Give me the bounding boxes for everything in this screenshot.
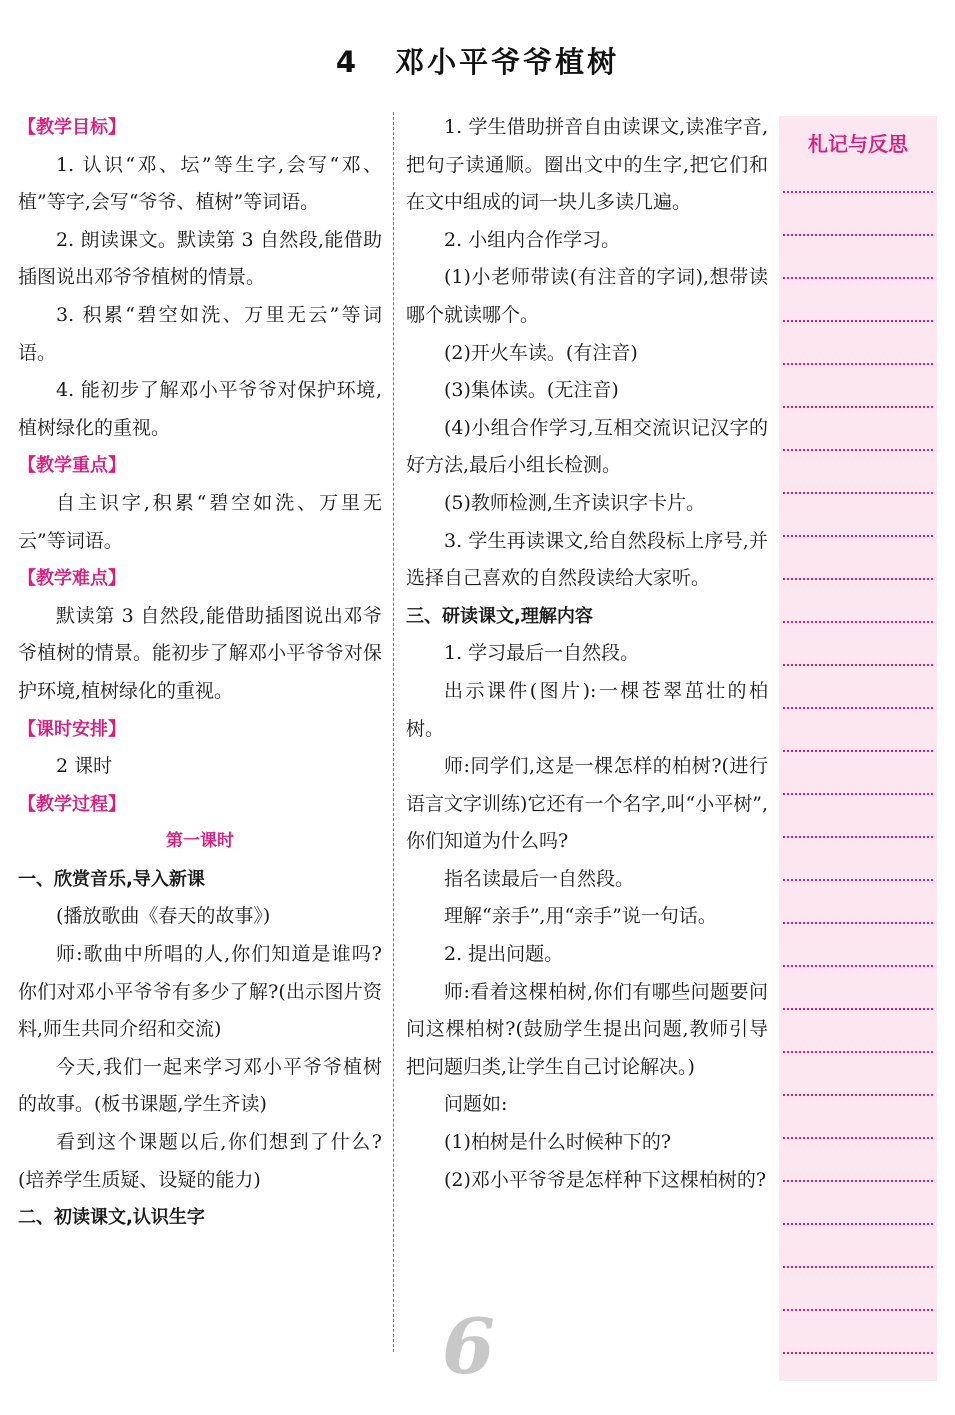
page-number: 6 — [442, 1302, 495, 1391]
lesson-title: 邓小平爷爷植树 — [395, 45, 620, 79]
notes-sidebar — [779, 116, 937, 1381]
note-line — [783, 879, 933, 881]
note-line — [783, 1137, 933, 1139]
schedule: 2 课时 — [56, 755, 113, 778]
lesson-period-title: 第一课时 — [166, 831, 234, 852]
key-points-tag: 【教学重点】 — [18, 455, 126, 477]
paragraph: 指名读最后一自然段。 — [444, 867, 635, 890]
note-line — [783, 406, 933, 408]
difficulties: 默读第 3 自然段,能借助插图说出邓爷爷植树的情景。能初步了解邓小平爷爷对保护环境,植树绿化的重视。 — [18, 604, 382, 702]
middle-column — [406, 109, 768, 1199]
left-column — [18, 109, 382, 1237]
paragraph: (4)小组合作学习,互相交流识记汉字的好方法,最后小组长检测。 — [406, 416, 768, 477]
note-line — [783, 1094, 933, 1096]
paragraph: 看到这个课题以后,你们想到了什么?(培养学生质疑、设疑的能力) — [18, 1131, 382, 1191]
paragraph: (5)教师检测,生齐读识字卡片。 — [444, 491, 705, 514]
section-heading: 二、初读课文,认识生字 — [18, 1207, 205, 1229]
paragraph: (1)小老师带读(有注音的字词),想带读哪个就读哪个。 — [406, 266, 768, 326]
note-line — [783, 922, 933, 924]
difficulties-tag: 【教学难点】 — [18, 568, 126, 590]
paragraph: 2. 小组内合作学习。 — [444, 228, 621, 251]
sidebar-title: 札记与反思 — [808, 132, 908, 156]
note-line — [783, 1008, 933, 1010]
goal-item: 3. 积累“碧空如洗、万里无云”等词语。 — [18, 303, 382, 364]
note-line — [783, 1266, 933, 1268]
paragraph: 理解“亲手”,用“亲手”说一句话。 — [444, 905, 717, 928]
section-heading: 三、研读课文,理解内容 — [406, 605, 593, 627]
note-line — [783, 578, 933, 580]
paragraph: 今天,我们一起来学习邓小平爷爷植树的故事。(板书课题,学生齐读) — [18, 1055, 382, 1116]
paragraph: (3)集体读。(无注音) — [444, 379, 619, 402]
note-line — [783, 793, 933, 795]
goal-item: 2. 朗读课文。默读第 3 自然段,能借助插图说出邓爷爷植树的情景。 — [18, 228, 382, 289]
note-line — [783, 320, 933, 322]
paragraph: 1. 学习最后一自然段。 — [444, 642, 640, 665]
note-line — [783, 363, 933, 365]
goals-tag: 【教学目标】 — [18, 117, 126, 138]
note-line — [783, 664, 933, 666]
note-line — [783, 234, 933, 236]
paragraph: 1. 学生借助拼音自由读课文,读准字音,把句子读通顺。圈出文中的生字,把它们和在文中组成的词一块儿多读几遍。 — [406, 116, 768, 214]
note-line — [783, 965, 933, 967]
note-line — [783, 1223, 933, 1225]
paragraph: 出示课件(图片):一棵苍翠茁壮的柏树。 — [406, 679, 768, 740]
note-line — [783, 277, 933, 279]
note-line — [783, 621, 933, 623]
column-divider — [393, 112, 394, 1352]
paragraph: (2)邓小平爷爷是怎样种下这棵柏树的? — [444, 1168, 767, 1191]
note-line — [783, 707, 933, 709]
paragraph: 2. 提出问题。 — [444, 943, 564, 966]
goal-item: 4. 能初步了解邓小平爷爷对保护环境,植树绿化的重视。 — [18, 379, 382, 439]
goal-item: 1. 认识“邓、坛”等生字,会写“邓、植”等字,会写“爷爷、植树”等词语。 — [18, 153, 382, 214]
note-line — [783, 492, 933, 494]
note-line — [783, 449, 933, 451]
paragraph: 师:看着这棵柏树,你们有哪些问题要问问这棵柏树?(鼓励学生提出问题,教师引导把问题归类,让学生自己讨论解决。) — [406, 980, 768, 1078]
paragraph: 师:歌曲中所唱的人,你们知道是谁吗? 你们对邓小平爷爷有多少了解?(出示图片资料,师生共同介绍和交流) — [18, 943, 382, 1041]
paragraph: (2)开火车读。(有注音) — [444, 341, 638, 364]
schedule-tag: 【课时安排】 — [18, 718, 126, 740]
lesson-number: 4 — [335, 45, 360, 79]
page-title — [0, 40, 955, 81]
paragraph: (1)柏树是什么时候种下的? — [444, 1131, 672, 1154]
process-tag: 【教学过程】 — [18, 793, 126, 815]
paragraph: 师:同学们,这是一棵怎样的柏树?(进行语言文字训练)它还有一个名字,叫“小平树”,你们知道为什么吗? — [406, 755, 768, 853]
note-line — [783, 750, 933, 752]
paragraph: 问题如: — [444, 1093, 508, 1116]
note-line — [783, 1051, 933, 1053]
note-line — [783, 1352, 933, 1354]
note-line — [783, 191, 933, 193]
section-heading: 一、欣赏音乐,导入新课 — [18, 868, 205, 890]
note-line — [783, 836, 933, 838]
paragraph: (播放歌曲《春天的故事》) — [56, 905, 271, 928]
note-line — [783, 1309, 933, 1311]
note-line — [783, 535, 933, 537]
key-points: 自主识字,积累“碧空如洗、万里无云”等词语。 — [18, 491, 382, 552]
paragraph: 3. 学生再读课文,给自然段标上序号,并选择自己喜欢的自然段读给大家听。 — [406, 529, 768, 590]
note-line — [783, 1180, 933, 1182]
